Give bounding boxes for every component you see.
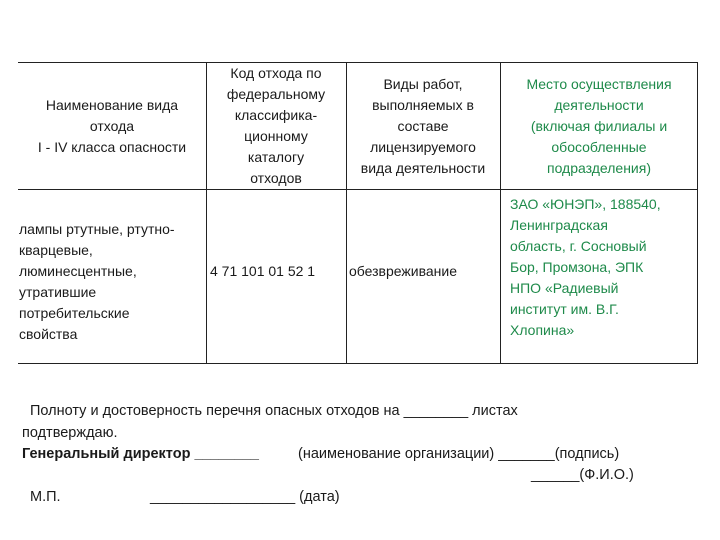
date-label: __________________ (дата)	[150, 489, 340, 505]
row-activity-place: ЗАО «ЮНЭП», 188540, Ленинградская область, г. Сосновый Бор, Промзона, ЭПК НПО «Радиевый институт им. В.Г. Хлопина»	[510, 196, 661, 338]
row-work-type: обезвреживание	[349, 263, 457, 279]
waste-table	[18, 62, 698, 364]
stamp-label: М.П.	[30, 489, 61, 505]
header-waste-name: Наименование вида отхода I - IV класса опасности	[37, 96, 187, 155]
header-work-types: Виды работ, выполняемых в составе лицензируемого вида деятельности	[360, 75, 486, 176]
organization-signature-label: (наименование организации) _______(подпись)	[298, 446, 620, 462]
director-label: Генеральный директор ________	[22, 446, 259, 462]
confirmation-text: Полноту и достоверность перечня опасных отходов на ________ листах	[30, 403, 518, 419]
row-waste-code: 4 71 101 01 52 1	[210, 263, 316, 279]
row-divider	[18, 189, 697, 190]
fio-label: ______(Ф.И.О.)	[531, 467, 634, 483]
header-activity-place: Место осуществления деятельности (включая филиалы и обособленные подразделения)	[526, 75, 672, 176]
row-waste-name: лампы ртутные, ртутно- кварцевые, люминесцентные, утратившие потребительские свойства	[19, 221, 175, 342]
header-waste-code: Код отхода по федеральному классифика- ционному каталогу отходов	[226, 65, 326, 186]
confirmation-text-cont: подтверждаю.	[22, 425, 118, 441]
